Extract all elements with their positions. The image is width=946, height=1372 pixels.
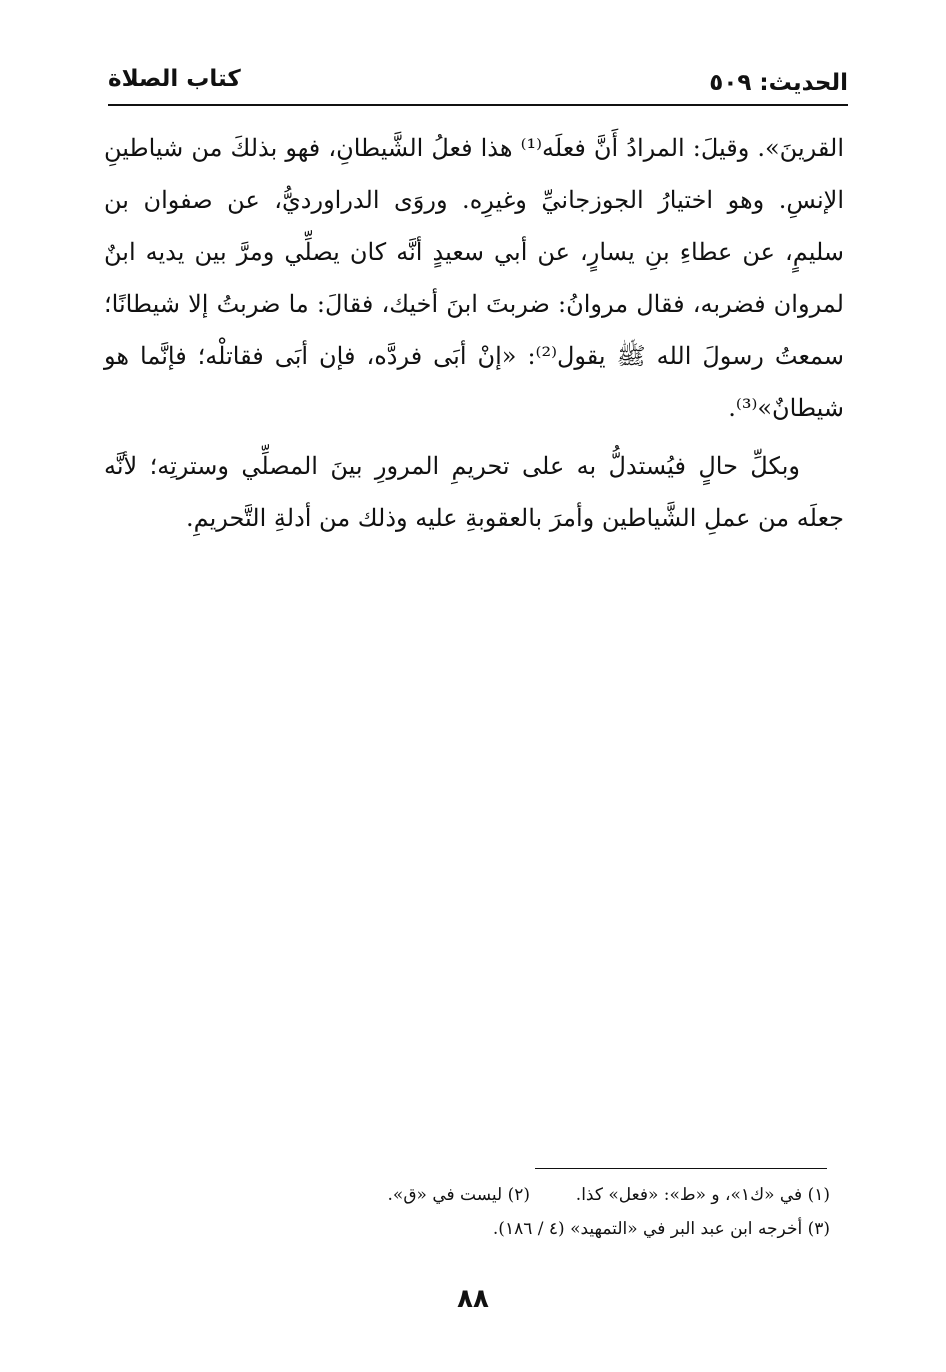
footnote-3: (٣) أخرجه ابن عبد البر في «التمهيد» (٤ / ١٨٦). [492,1219,830,1239]
paragraph-1: القرينَ». وقيلَ: المرادُ أَنَّ فعلَه⁽¹⁾ هذا فعلُ الشَّيطانِ، فهو بذلكَ من شياطينِ الإنسِ. وهو اختيارُ الجوزجانيِّ وغيرِه. وروَى الدراورديُّ، عن صفوان بن سليمٍ، عن عطاءِ بنِ يسارٍ، عن أبي سعيدٍ أنَّه كان يصلِّي ومرَّ بين يديه ابنٌ لمروان فضربه، فقال مروانُ: ضربتَ ابنَ أخيك، فقالَ: ما ضربتُ إلا شيطانًا؛ سمعتُ رسولَ الله ﷺ يقول⁽²⁾: «إنْ أبَى فردَّه، فإن أبَى فقاتلْه؛ فإنَّما هو شيطانٌ»⁽³⁾. [104,134,845,422]
footnotes [240,1178,830,1246]
footnote-row-2 [240,1212,830,1246]
paragraph-2: وبكلِّ حالٍ فيُستدلُّ به على تحريمِ المرورِ بينَ المصلِّي وسترتِه؛ لأنَّه جعلَه من عملِ الشَّياطين وأمرَ بالعقوبةِ عليه وذلك من أدلةِ التَّحريمِ. [104,452,844,532]
footnote-2: (٢) ليست في «ق». [387,1185,530,1205]
footnote-1: (١) في «ك١»، و «ط»: «فعل» كذا. [575,1185,830,1205]
page-number: ٨٨ [457,1284,489,1314]
running-header [108,62,848,102]
book-title: كتاب الصلاة [108,66,241,92]
header-divider [108,104,848,106]
main-text [104,122,844,544]
footnote-divider [535,1168,827,1169]
hadith-number-label: الحديث: ٥٠٩ [709,70,848,96]
footnote-row-1 [240,1178,830,1212]
